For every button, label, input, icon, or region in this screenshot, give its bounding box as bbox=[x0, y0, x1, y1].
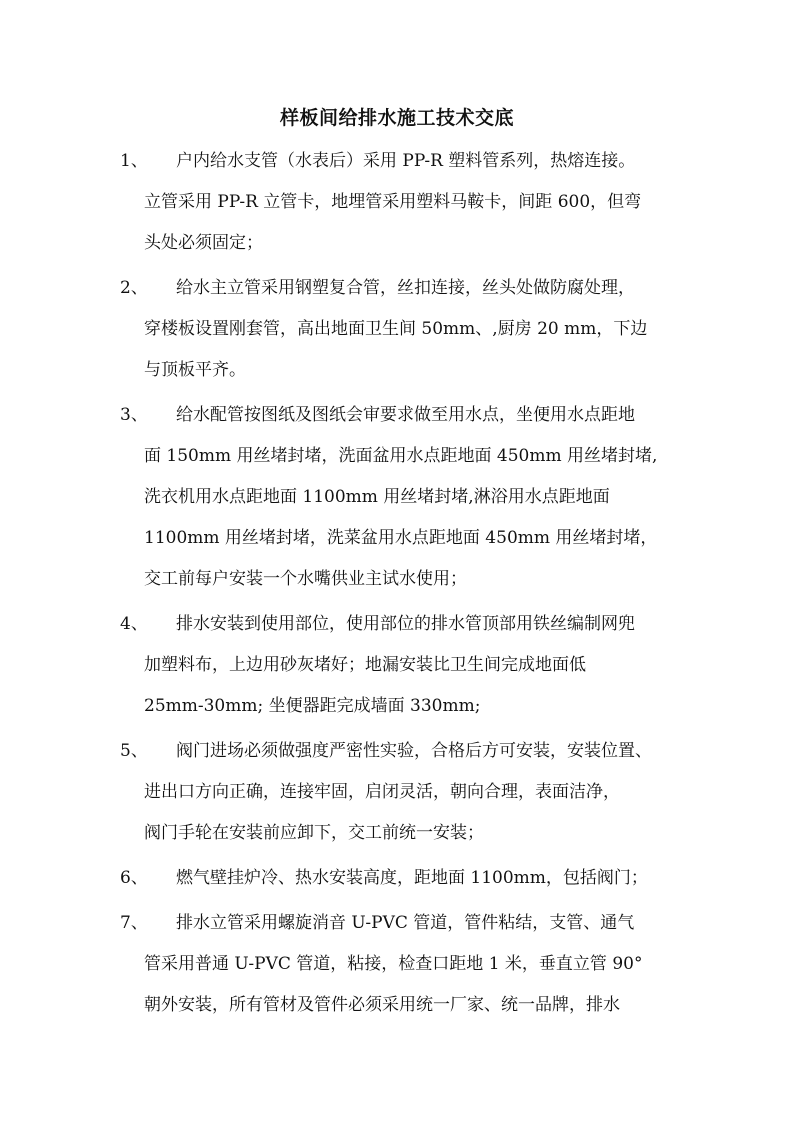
item-number: 7、 bbox=[120, 913, 148, 933]
list-item bbox=[0, 604, 794, 727]
item-number: 5、 bbox=[120, 741, 148, 761]
item-text-line: 立管采用 PP-R 立管卡，地埋管采用塑料马鞍卡，间距 600，但弯 bbox=[144, 192, 642, 212]
item-number: 6、 bbox=[120, 868, 148, 888]
item-text-line: 1100mm 用丝堵封堵，洗菜盆用水点距地面 450mm 用丝堵封堵， bbox=[144, 528, 658, 548]
item-text-line: 朝外安装，所有管材及管件必须采用统一厂家、统一品牌，排水 bbox=[144, 995, 620, 1015]
item-text-line: 排水立管采用螺旋消音 U-PVC 管道，管件粘结，支管、通气 bbox=[176, 913, 635, 933]
item-text-line: 给水主立管采用钢塑复合管，丝扣连接，丝头处做防腐处理， bbox=[176, 278, 635, 298]
item-text-line: 穿楼板设置刚套管，高出地面卫生间 50mm、,厨房 20 mm，下边 bbox=[144, 319, 648, 339]
item-text-line: 阀门手轮在安装前应卸下，交工前统一安装； bbox=[144, 823, 484, 843]
item-text-line: 进出口方向正确，连接牢固，启闭灵活，朝向合理，表面洁净， bbox=[144, 782, 620, 802]
item-text-line: 排水安装到使用部位，使用部位的排水管顶部用铁丝编制网兜 bbox=[176, 614, 635, 634]
item-text-line: 交工前每户安装一个水嘴供业主试水使用； bbox=[144, 569, 467, 589]
item-number: 4、 bbox=[120, 614, 148, 634]
item-text-line: 管采用普通 U-PVC 管道，粘接，检查口距地 1 米，垂直立管 90° bbox=[144, 954, 643, 974]
item-text-line: 洗衣机用水点距地面 1100mm 用丝堵封堵,淋浴用水点距地面 bbox=[144, 487, 610, 507]
item-number: 3、 bbox=[120, 405, 148, 425]
list-item bbox=[0, 731, 794, 854]
document-title: 样板间给排水施工技术交底 bbox=[279, 107, 514, 129]
item-text-line: 给水配管按图纸及图纸会审要求做至用水点，坐便用水点距地 bbox=[176, 405, 635, 425]
item-list bbox=[0, 141, 794, 1030]
item-text-line: 燃气壁挂炉冷、热水安装高度，距地面 1100mm，包括阀门； bbox=[176, 868, 648, 888]
list-item bbox=[0, 141, 794, 264]
list-item bbox=[0, 395, 794, 600]
item-text-line: 面 150mm 用丝堵封堵，洗面盆用水点距地面 450mm 用丝堵封堵, bbox=[144, 446, 658, 466]
item-number: 1、 bbox=[120, 151, 148, 171]
list-item bbox=[0, 903, 794, 1026]
list-item bbox=[0, 268, 794, 391]
item-text-line: 头处必须固定； bbox=[144, 233, 263, 253]
item-text-line: 加塑料布，上边用砂灰堵好；地漏安装比卫生间完成地面低 bbox=[144, 655, 586, 675]
list-item bbox=[0, 858, 794, 899]
item-text-line: 户内给水支管（水表后）采用 PP-R 塑料管系列，热熔连接。 bbox=[176, 151, 636, 171]
item-number: 2、 bbox=[120, 278, 148, 298]
item-text-line: 25mm-30mm; 坐便器距完成墙面 330mm; bbox=[144, 696, 481, 716]
item-text-line: 与顶板平齐。 bbox=[144, 360, 246, 380]
item-text-line: 阀门进场必须做强度严密性实验，合格后方可安装，安装位置、 bbox=[176, 741, 652, 761]
